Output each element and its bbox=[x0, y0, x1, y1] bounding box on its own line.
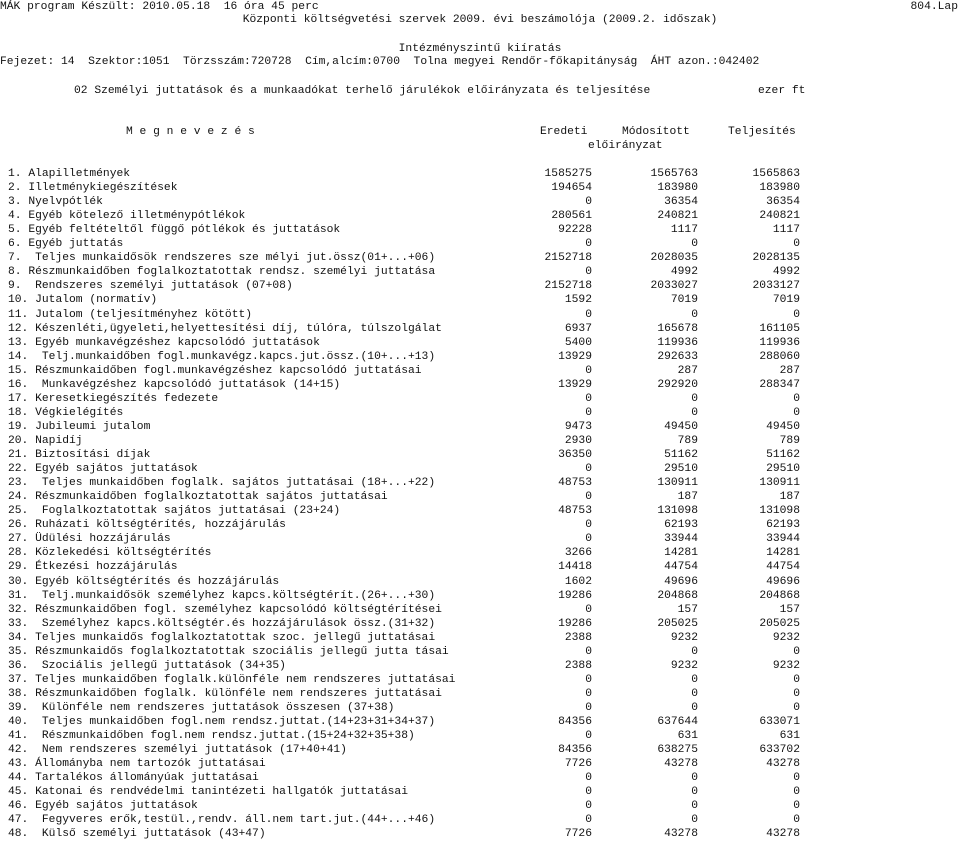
modified-value: 0 bbox=[691, 814, 698, 827]
completed-value: 204868 bbox=[759, 589, 800, 602]
row-label: 45. Katonai és rendvédelmi tanintézeti hallgatók juttatásai bbox=[8, 786, 408, 799]
modified-value: 62193 bbox=[664, 519, 698, 532]
table-row bbox=[0, 673, 960, 687]
original-value: 36350 bbox=[558, 449, 592, 461]
modified-value: 49696 bbox=[664, 575, 698, 588]
completed-value: 0 bbox=[793, 645, 800, 658]
modified-value: 36354 bbox=[664, 196, 698, 209]
modified-value: 0 bbox=[691, 701, 698, 714]
original-value: 2152718 bbox=[544, 252, 592, 265]
table-row bbox=[0, 490, 960, 504]
modified-value: 43278 bbox=[664, 828, 698, 841]
table-row bbox=[0, 589, 960, 603]
row-label: 31. Telj.munkaidősök személyhez kapcs.költségtérít.(26+...+30) bbox=[8, 589, 436, 602]
original-value: 3266 bbox=[564, 547, 592, 560]
completed-value: 0 bbox=[793, 772, 800, 785]
original-value: 0 bbox=[585, 701, 592, 714]
original-value: 0 bbox=[585, 603, 592, 616]
report-subtitle: Központi költségvetési szervek 2009. évi beszámolója (2009.2. időszak) bbox=[242, 14, 718, 26]
original-value: 19286 bbox=[558, 589, 592, 602]
table-row bbox=[0, 448, 960, 462]
modified-value: 637644 bbox=[657, 716, 698, 728]
completed-value: 205025 bbox=[759, 617, 800, 630]
modified-value: 33944 bbox=[664, 533, 698, 546]
completed-value: 0 bbox=[793, 308, 800, 321]
table-row bbox=[0, 223, 960, 237]
completed-value: 0 bbox=[793, 786, 800, 799]
completed-value: 43278 bbox=[766, 828, 800, 841]
original-value: 0 bbox=[585, 238, 592, 251]
column-header-name: M e g n e v e z é s bbox=[126, 126, 255, 138]
table-row bbox=[0, 617, 960, 631]
modified-value: 240821 bbox=[657, 210, 698, 223]
completed-value: 0 bbox=[793, 406, 800, 419]
modified-value: 204868 bbox=[657, 589, 698, 602]
completed-value: 183980 bbox=[759, 182, 800, 195]
original-value: 48753 bbox=[558, 477, 592, 490]
original-value: 1585275 bbox=[544, 168, 592, 180]
modified-value: 44754 bbox=[664, 561, 698, 574]
table-row bbox=[0, 251, 960, 265]
original-value: 48753 bbox=[558, 505, 592, 518]
row-label: 13. Egyéb munkavégzéshez kapcsolódó juttatások bbox=[8, 336, 320, 349]
row-label: 37. Teljes munkaidőben foglalk.különféle nem rendszeres juttatásai bbox=[8, 673, 456, 686]
table-row bbox=[0, 504, 960, 518]
table-row bbox=[0, 701, 960, 715]
modified-value: 130911 bbox=[657, 477, 698, 490]
original-value: 0 bbox=[585, 673, 592, 686]
modified-value: 9232 bbox=[670, 631, 698, 644]
row-label: 27. Üdülési hozzájárulás bbox=[8, 533, 171, 546]
modified-value: 119936 bbox=[657, 336, 698, 349]
completed-value: 2028135 bbox=[752, 252, 800, 265]
row-label: 11. Jutalom (teljesítményhez kötött) bbox=[8, 308, 253, 321]
report-type: Intézményszintű kiíratás bbox=[398, 43, 562, 55]
completed-value: 157 bbox=[779, 603, 800, 616]
completed-value: 33944 bbox=[766, 533, 800, 546]
original-value: 84356 bbox=[558, 716, 592, 728]
row-label: 42. Nem rendszeres személyi juttatások (17+40+41) bbox=[8, 744, 347, 757]
completed-value: 1117 bbox=[772, 224, 800, 237]
original-value: 2152718 bbox=[544, 280, 592, 293]
table-row bbox=[0, 406, 960, 420]
row-label: 46. Egyéb sajátos juttatások bbox=[8, 800, 198, 813]
table-row bbox=[0, 659, 960, 673]
completed-value: 0 bbox=[793, 687, 800, 700]
modified-value: 292920 bbox=[657, 378, 698, 391]
table-row bbox=[0, 195, 960, 209]
modified-value: 51162 bbox=[664, 449, 698, 461]
table-row bbox=[0, 645, 960, 659]
original-value: 5400 bbox=[564, 336, 592, 349]
original-value: 0 bbox=[585, 392, 592, 405]
table-row bbox=[0, 420, 960, 434]
completed-value: 36354 bbox=[766, 196, 800, 209]
original-value: 0 bbox=[585, 491, 592, 504]
table-row bbox=[0, 715, 960, 729]
modified-value: 638275 bbox=[657, 744, 698, 757]
original-value: 2388 bbox=[564, 631, 592, 644]
row-label: 33. Személyhez kapcs.költségtér.és hozzájárulások össz.(31+32) bbox=[8, 617, 436, 630]
original-value: 0 bbox=[585, 800, 592, 813]
original-value: 84356 bbox=[558, 744, 592, 757]
original-value: 0 bbox=[585, 814, 592, 827]
row-label: 32. Részmunkaidőben fogl. személyhez kapcsolódó költségtérítései bbox=[8, 603, 442, 616]
original-value: 2930 bbox=[564, 434, 592, 447]
completed-value: 1565863 bbox=[752, 168, 800, 180]
row-label: 3. Nyelvpótlék bbox=[8, 196, 103, 209]
row-label: 25. Foglalkoztatottak sajátos juttatásai (23+24) bbox=[8, 505, 341, 518]
original-value: 0 bbox=[585, 645, 592, 658]
modified-value: 187 bbox=[677, 491, 698, 504]
original-value: 0 bbox=[585, 772, 592, 785]
row-label: 34. Teljes munkaidős foglalkoztatottak szoc. jellegű juttatásai bbox=[8, 631, 436, 644]
table-row bbox=[0, 827, 960, 841]
row-label: 2. Illetménykiegészítések bbox=[8, 182, 178, 195]
modified-value: 0 bbox=[691, 392, 698, 405]
original-value: 0 bbox=[585, 463, 592, 476]
modified-value: 0 bbox=[691, 238, 698, 251]
table-row bbox=[0, 631, 960, 645]
completed-value: 44754 bbox=[766, 561, 800, 574]
completed-value: 29510 bbox=[766, 463, 800, 476]
modified-value: 2028035 bbox=[650, 252, 698, 265]
modified-value: 183980 bbox=[657, 182, 698, 195]
row-label: 20. Napidíj bbox=[8, 434, 83, 447]
unit-label: ezer ft bbox=[758, 85, 806, 97]
original-value: 0 bbox=[585, 786, 592, 799]
row-label: 24. Részmunkaidőben foglalkoztatottak sajátos juttatásai bbox=[8, 491, 388, 504]
original-value: 0 bbox=[585, 406, 592, 419]
modified-value: 1117 bbox=[670, 224, 698, 237]
completed-value: 130911 bbox=[759, 477, 800, 490]
table-title: 02 Személyi juttatások és a munkaadókat terhelő járulékok előirányzata és teljesítése bbox=[74, 85, 651, 97]
modified-value: 0 bbox=[691, 772, 698, 785]
table-row bbox=[0, 518, 960, 532]
completed-value: 4992 bbox=[772, 266, 800, 279]
modified-value: 157 bbox=[677, 603, 698, 616]
modified-value: 29510 bbox=[664, 463, 698, 476]
original-value: 7726 bbox=[564, 758, 592, 771]
modified-value: 205025 bbox=[657, 617, 698, 630]
row-label: 17. Keresetkiegészítés fedezete bbox=[8, 392, 219, 405]
modified-value: 0 bbox=[691, 673, 698, 686]
completed-value: 43278 bbox=[766, 758, 800, 771]
row-label: 10. Jutalom (normatív) bbox=[8, 294, 158, 307]
completed-value: 287 bbox=[779, 364, 800, 377]
completed-value: 0 bbox=[793, 238, 800, 251]
row-label: 15. Részmunkaidőben fogl.munkavégzéshez kapcsolódó juttatásai bbox=[8, 364, 422, 377]
column-header-appropriation: előirányzat bbox=[588, 140, 663, 152]
table-row bbox=[0, 546, 960, 560]
row-label: 6. Egyéb juttatás bbox=[8, 238, 124, 251]
row-label: 19. Jubileumi jutalom bbox=[8, 420, 151, 433]
table-row bbox=[0, 771, 960, 785]
row-label: 9. Rendszeres személyi juttatások (07+08) bbox=[8, 280, 293, 293]
completed-value: 187 bbox=[779, 491, 800, 504]
table-row bbox=[0, 293, 960, 307]
completed-value: 0 bbox=[793, 800, 800, 813]
completed-value: 9232 bbox=[772, 631, 800, 644]
completed-value: 789 bbox=[779, 434, 800, 447]
table-row bbox=[0, 560, 960, 574]
original-value: 0 bbox=[585, 266, 592, 279]
original-value: 7726 bbox=[564, 828, 592, 841]
original-value: 6937 bbox=[564, 322, 592, 335]
modified-value: 0 bbox=[691, 786, 698, 799]
modified-value: 789 bbox=[677, 434, 698, 447]
row-label: 16. Munkavégzéshez kapcsolódó juttatások (14+15) bbox=[8, 378, 341, 391]
original-value: 13929 bbox=[558, 378, 592, 391]
original-value: 0 bbox=[585, 519, 592, 532]
original-value: 280561 bbox=[551, 210, 592, 223]
row-label: 30. Egyéb költségtérítés és hozzájárulás bbox=[8, 575, 280, 588]
modified-value: 631 bbox=[677, 730, 698, 742]
row-label: 26. Ruházati költségtérítés, hozzájárulás bbox=[8, 519, 286, 532]
table-row bbox=[0, 743, 960, 757]
modified-value: 0 bbox=[691, 645, 698, 658]
row-label: 12. Készenléti,ügyeleti,helyettesítési díj, túlóra, túlszolgálat bbox=[8, 322, 442, 335]
row-label: 43. Állományba nem tartozók juttatásai bbox=[8, 758, 266, 771]
modified-value: 43278 bbox=[664, 758, 698, 771]
row-label: 35. Részmunkaidős foglalkoztatottak szociális jellegű jutta tásai bbox=[8, 645, 449, 658]
original-value: 14418 bbox=[558, 561, 592, 574]
table-row bbox=[0, 308, 960, 322]
row-label: 21. Biztosítási díjak bbox=[8, 449, 151, 461]
original-value: 2388 bbox=[564, 659, 592, 672]
row-label: 23. Teljes munkaidőben foglalk. sajátos juttatásai (18+...+22) bbox=[8, 477, 436, 490]
table-row bbox=[0, 532, 960, 546]
modified-value: 49450 bbox=[664, 420, 698, 433]
table-row bbox=[0, 209, 960, 223]
original-value: 194654 bbox=[551, 182, 592, 195]
table-row bbox=[0, 181, 960, 195]
original-value: 0 bbox=[585, 364, 592, 377]
original-value: 1592 bbox=[564, 294, 592, 307]
completed-value: 49450 bbox=[766, 420, 800, 433]
modified-value: 292633 bbox=[657, 350, 698, 363]
column-header-original: Eredeti bbox=[540, 126, 588, 138]
table-row bbox=[0, 603, 960, 617]
row-label: 1. Alapilletmények bbox=[8, 168, 131, 180]
completed-value: 633071 bbox=[759, 716, 800, 728]
completed-value: 161105 bbox=[759, 322, 800, 335]
table-row bbox=[0, 350, 960, 364]
table-row bbox=[0, 687, 960, 701]
original-value: 0 bbox=[585, 730, 592, 742]
completed-value: 2033127 bbox=[752, 280, 800, 293]
modified-value: 131098 bbox=[657, 505, 698, 518]
completed-value: 9232 bbox=[772, 659, 800, 672]
original-value: 0 bbox=[585, 533, 592, 546]
completed-value: 0 bbox=[793, 701, 800, 714]
completed-value: 288347 bbox=[759, 378, 800, 391]
modified-value: 0 bbox=[691, 800, 698, 813]
row-label: 28. Közlekedési költségtérítés bbox=[8, 547, 212, 560]
table-row bbox=[0, 462, 960, 476]
completed-value: 7019 bbox=[772, 294, 800, 307]
table-row bbox=[0, 575, 960, 589]
modified-value: 287 bbox=[677, 364, 698, 377]
modified-value: 165678 bbox=[657, 322, 698, 335]
modified-value: 7019 bbox=[670, 294, 698, 307]
row-label: 41. Részmunkaidőben fogl.nem rendsz.juttat.(15+24+32+35+38) bbox=[8, 730, 415, 742]
modified-value: 2033027 bbox=[650, 280, 698, 293]
table-row bbox=[0, 378, 960, 392]
completed-value: 0 bbox=[793, 814, 800, 827]
program-info: MÁK program Készült: 2010.05.18 16 óra 45 perc bbox=[0, 1, 319, 13]
row-label: 7. Teljes munkaidősök rendszeres sze mélyi jut.össz(01+...+06) bbox=[8, 252, 436, 265]
column-header-completed: Teljesítés bbox=[728, 126, 796, 138]
completed-value: 631 bbox=[779, 730, 800, 742]
row-label: 48. Külső személyi juttatások (43+47) bbox=[8, 828, 266, 841]
completed-value: 633702 bbox=[759, 744, 800, 757]
row-label: 8. Részmunkaidőben foglalkoztatottak rendsz. személyi juttatása bbox=[8, 266, 436, 279]
row-label: 39. Különféle nem rendszeres juttatások összesen (37+38) bbox=[8, 701, 395, 714]
modified-value: 0 bbox=[691, 687, 698, 700]
row-label: 36. Szociális jellegű juttatások (34+35) bbox=[8, 659, 286, 672]
completed-value: 14281 bbox=[766, 547, 800, 560]
table-row bbox=[0, 813, 960, 827]
row-label: 38. Részmunkaidőben foglalk. különféle nem rendszeres juttatásai bbox=[8, 687, 442, 700]
table-row bbox=[0, 729, 960, 743]
row-label: 40. Teljes munkaidőben fogl.nem rendsz.juttat.(14+23+31+34+37) bbox=[8, 716, 436, 728]
completed-value: 240821 bbox=[759, 210, 800, 223]
row-label: 47. Fegyveres erők,testül.,rendv. áll.nem tart.jut.(44+...+46) bbox=[8, 814, 436, 827]
completed-value: 0 bbox=[793, 673, 800, 686]
original-value: 19286 bbox=[558, 617, 592, 630]
completed-value: 0 bbox=[793, 392, 800, 405]
table-row bbox=[0, 476, 960, 490]
original-value: 92228 bbox=[558, 224, 592, 237]
original-value: 0 bbox=[585, 687, 592, 700]
modified-value: 4992 bbox=[670, 266, 698, 279]
table-row bbox=[0, 364, 960, 378]
completed-value: 288060 bbox=[759, 350, 800, 363]
table-row bbox=[0, 237, 960, 251]
original-value: 13929 bbox=[558, 350, 592, 363]
row-label: 14. Telj.munkaidőben fogl.munkavégz.kapcs.jut.össz.(10+...+13) bbox=[8, 350, 436, 363]
modified-value: 0 bbox=[691, 406, 698, 419]
completed-value: 51162 bbox=[766, 449, 800, 461]
original-value: 0 bbox=[585, 196, 592, 209]
table-row bbox=[0, 167, 960, 181]
row-label: 29. Étkezési hozzájárulás bbox=[8, 561, 178, 574]
page-number: 804.Lap bbox=[910, 1, 958, 13]
original-value: 9473 bbox=[564, 420, 592, 433]
modified-value: 14281 bbox=[664, 547, 698, 560]
table-row bbox=[0, 322, 960, 336]
modified-value: 1565763 bbox=[650, 168, 698, 180]
table-row bbox=[0, 785, 960, 799]
organization-line: Fejezet: 14 Szektor:1051 Törzsszám:720728 Cím,alcím:0700 Tolna megyei Rendőr-főkapitányság ÁHT azon.:042402 bbox=[0, 56, 760, 68]
column-header-modified: Módosított bbox=[622, 126, 690, 138]
table-row bbox=[0, 336, 960, 350]
row-label: 5. Egyéb feltételtől függő pótlékok és juttatások bbox=[8, 224, 341, 237]
row-label: 22. Egyéb sajátos juttatások bbox=[8, 463, 198, 476]
table-row bbox=[0, 434, 960, 448]
row-label: 44. Tartalékos állományúak juttatásai bbox=[8, 772, 259, 785]
completed-value: 49696 bbox=[766, 575, 800, 588]
completed-value: 131098 bbox=[759, 505, 800, 518]
table-row bbox=[0, 265, 960, 279]
modified-value: 0 bbox=[691, 308, 698, 321]
table-row bbox=[0, 757, 960, 771]
modified-value: 9232 bbox=[670, 659, 698, 672]
completed-value: 119936 bbox=[759, 336, 800, 349]
original-value: 1602 bbox=[564, 575, 592, 588]
table-row bbox=[0, 392, 960, 406]
table-row bbox=[0, 799, 960, 813]
row-label: 18. Végkielégítés bbox=[8, 406, 124, 419]
table-row bbox=[0, 279, 960, 293]
row-label: 4. Egyéb kötelező illetménypótlékok bbox=[8, 210, 246, 223]
completed-value: 62193 bbox=[766, 519, 800, 532]
original-value: 0 bbox=[585, 308, 592, 321]
